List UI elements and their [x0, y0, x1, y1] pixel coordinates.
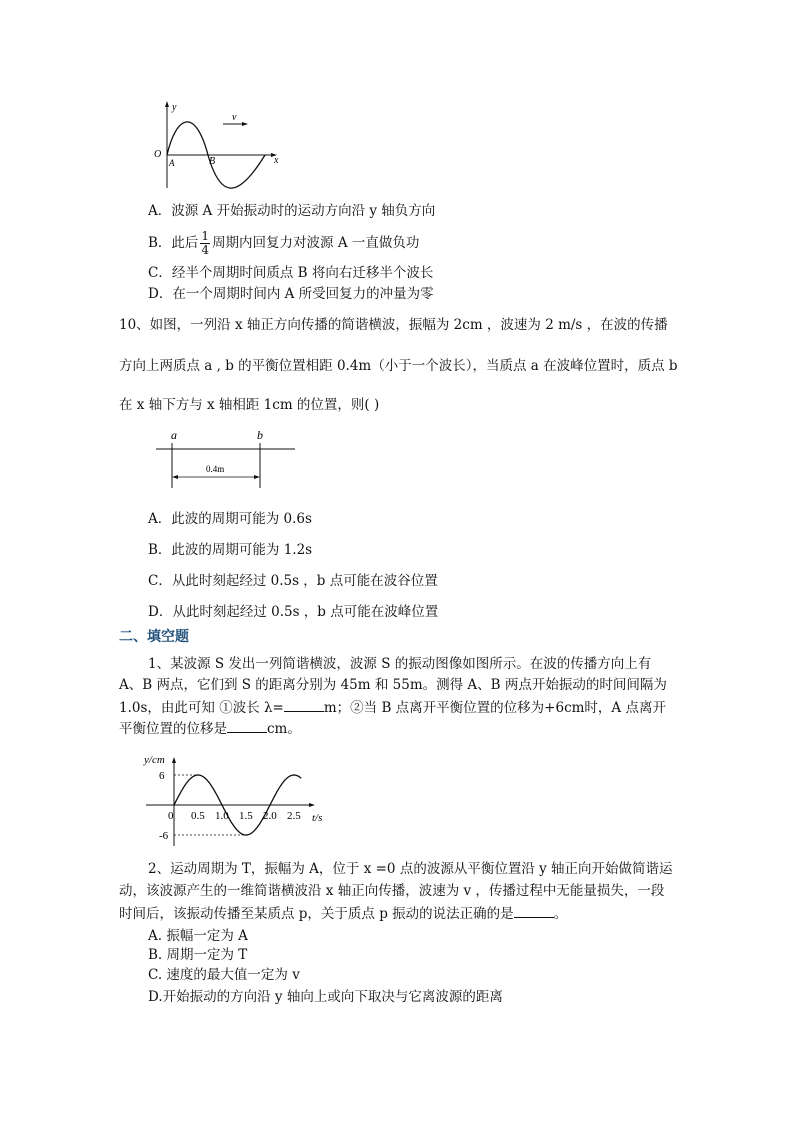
f2-line-1: 2、运动周期为 T，振幅为 A，位于 x =0 点的波源从平衡位置沿 y 轴正向开始做简谐运: [148, 861, 673, 877]
chart-ylabel: y/cm: [144, 754, 165, 766]
f2-option-c: C. 速度的最大值一定为 v: [148, 967, 300, 983]
q9-option-b-post: 周期内回复力对波源 A 一直做负功: [212, 235, 420, 251]
section-heading: 二、填空题: [119, 629, 189, 645]
f1-line-2: A、B 两点，它们到 S 的距离分别为 45m 和 55m。测得 A、B 两点开始振动的时间间隔为: [119, 677, 667, 693]
graph-label-a: A: [169, 158, 175, 168]
q10-figure: [150, 425, 300, 493]
q10-option-a: A．此波的周期可能为 0.6s: [148, 511, 312, 527]
f2-option-a: A. 振幅一定为 A: [148, 928, 248, 944]
q9-option-b-pre: B．此后: [148, 235, 199, 251]
data-point: [197, 774, 199, 776]
q10-option-d: D．从此时刻起经过 0.5s ，b 点可能在波峰位置: [148, 604, 439, 620]
distance-arrow-left: [172, 475, 178, 479]
f2-line-2: 动，该波源产生的一维简谐横波沿 x 轴正向传播，波速为 v ，传播过程中无能量损失，一段: [119, 883, 665, 899]
data-point: [173, 804, 175, 806]
distance-arrow-right: [254, 475, 260, 479]
graph-label-y: y: [172, 102, 177, 113]
x-tick-label: 2.0: [263, 810, 277, 822]
f2-option-b: B. 周期一定为 T: [148, 947, 248, 963]
f2-line-3-b: 。: [553, 906, 568, 922]
y-axis-arrow: [165, 101, 169, 107]
f1-line-3: [119, 698, 666, 717]
x-tick-label: 0.5: [191, 810, 205, 822]
data-point: [245, 834, 247, 836]
graph-label-b: B: [209, 156, 216, 167]
label-a: a: [171, 428, 177, 442]
answer-blank-wavelength[interactable]: [284, 698, 324, 712]
f2-line-3-a: 时间后，该振动传播至某质点 p，关于质点 p 振动的说法正确的是: [119, 906, 514, 922]
f1-line-3-a: 1.0s，由此可知 ①波长 λ=: [119, 700, 284, 716]
q9-option-b: [148, 230, 419, 257]
f1-line-4-a: 平衡位置的位移是: [119, 721, 227, 737]
y-tick-label: -6: [159, 830, 169, 842]
f2-option-d: D.开始振动的方向沿 y 轴向上或向下取决与它离波源的距离: [148, 989, 503, 1005]
x-tick-label: 1.0: [215, 810, 229, 822]
x-tick-label: 0: [168, 810, 174, 822]
vibration-chart: [140, 750, 340, 850]
fraction-denominator: 4: [201, 243, 210, 257]
data-point: [221, 804, 223, 806]
f1-line-1: 1、某波源 S 发出一列简谐横波，波源 S 的振动图像如图所示。在波的传播方向上有: [148, 656, 652, 672]
data-point: [293, 774, 295, 776]
y-tick-label: 6: [159, 770, 165, 782]
f1-line-4: [119, 719, 301, 738]
x-tick-label: 1.5: [239, 810, 253, 822]
answer-blank-choice[interactable]: [514, 904, 554, 918]
x-tick-label: 2.5: [287, 810, 301, 822]
f1-line-3-b: m；②当 B 点离开平衡位置的位移为+6cm时，A 点离开: [323, 700, 666, 716]
label-b: b: [257, 428, 263, 442]
graph-label-o: O: [154, 149, 162, 160]
f1-line-4-b: cm。: [267, 721, 301, 737]
answer-blank-displacement[interactable]: [227, 719, 267, 733]
q10-line-3: 在 x 轴下方与 x 轴相距 1cm 的位置，则( ): [119, 397, 380, 413]
wave-graph: [150, 98, 285, 193]
q9-option-d: D．在一个周期时间内 A 所受回复力的冲量为零: [148, 286, 434, 302]
q10-line-2: 方向上两质点 a , b 的平衡位置相距 0.4m（小于一个波长），当质点 a 在波峰位置时，质点 b: [119, 358, 678, 374]
fraction-numerator: 1: [201, 229, 210, 243]
q9-option-c: C．经半个周期时间质点 B 将向右迁移半个波长: [148, 265, 434, 281]
q9-option-a: A．波源 A 开始振动时的运动方向沿 y 轴负方向: [148, 203, 436, 219]
velocity-arrowhead: [242, 122, 248, 126]
chart-y-arrow: [172, 757, 176, 763]
graph-label-v: v: [232, 112, 237, 123]
chart-xlabel: t/s: [312, 812, 323, 824]
graph-label-x: x: [274, 155, 279, 166]
fraction-quarter: [200, 230, 210, 257]
chart-x-arrow: [309, 803, 315, 807]
q10-option-c: C．从此时刻起经过 0.5s ，b 点可能在波谷位置: [148, 573, 438, 589]
label-distance: 0.4m: [206, 464, 225, 474]
q10-line-1: 10、如图，一列沿 x 轴正方向传播的简谐横波，振幅为 2cm ，波速为 2 m/s ，在波的传播: [119, 317, 668, 333]
data-point: [269, 804, 271, 806]
f2-line-3: [119, 904, 567, 923]
q10-option-b: B．此波的周期可能为 1.2s: [148, 542, 313, 558]
